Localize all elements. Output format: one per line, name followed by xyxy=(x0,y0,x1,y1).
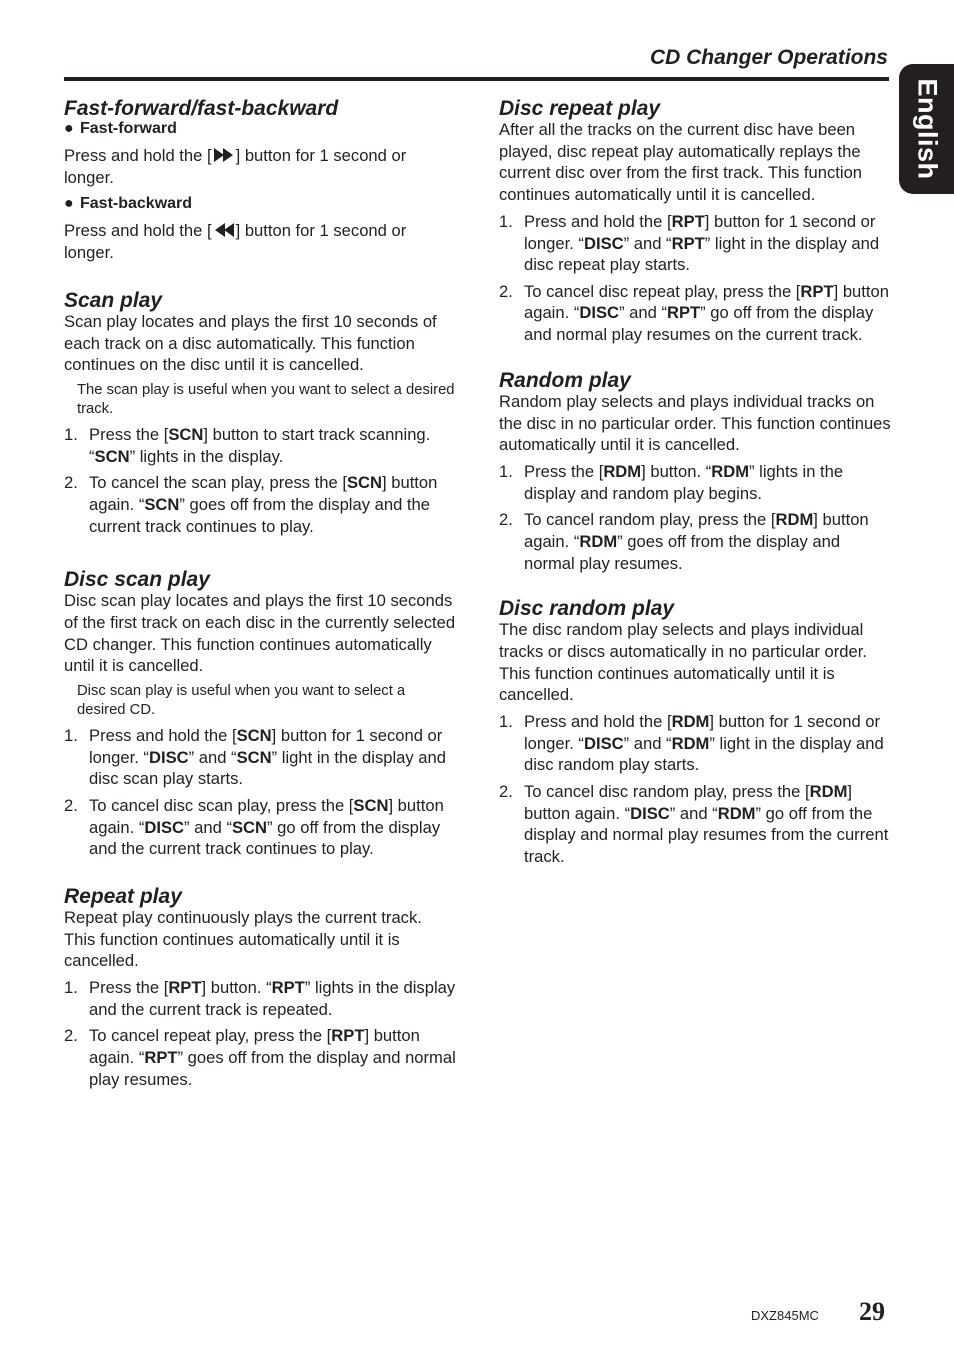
fast-backward-text: Press and hold the [ ] button for 1 second or longer. xyxy=(64,221,407,263)
language-tab-label: English xyxy=(912,78,942,180)
list-item: 2. To cancel the scan play, press the [SCN] button again. “SCN” goes off from the display and the current track continues to play. xyxy=(64,473,438,536)
section-body: Disc scan play locates and plays the first 10 seconds of the first track on each disc in the currently selected CD changer. This function continues automatically until it is cancelled. xyxy=(64,591,456,676)
section-body: Repeat play continuously plays the current track. This function continues automatically until it is cancelled. xyxy=(64,908,422,971)
subheading-fast-forward: ● Fast-forward xyxy=(64,118,456,140)
section-fast-forward-backward xyxy=(64,94,456,264)
bullet-icon: ● xyxy=(64,120,74,137)
section-title: Disc scan play xyxy=(64,568,210,592)
right-column xyxy=(499,94,891,873)
list-item: 1. Press and hold the [SCN] button for 1 second or longer. “DISC” and “SCN” light in the display and disc scan play starts. xyxy=(64,726,446,789)
list-item: 2. To cancel random play, press the [RDM] button again. “RDM” goes off from the display and normal play resumes. xyxy=(499,510,869,573)
list-item: 1. Press the [RDM] button. “RDM” lights in the display and random play begins. xyxy=(499,461,844,503)
section-random-play xyxy=(499,366,891,574)
section-note: The scan play is useful when you want to select a desired track. xyxy=(77,381,455,417)
list-item: 2. To cancel disc repeat play, press the [RPT] button again. “DISC” and “RPT” go off from the display and normal play resumes on the current track. xyxy=(499,281,889,345)
section-disc-repeat-play xyxy=(499,94,891,346)
section-disc-scan-play xyxy=(64,565,456,860)
subheading-fast-backward: ● Fast-backward xyxy=(64,193,456,215)
header-rule xyxy=(64,77,889,81)
list-item: 2. To cancel disc random play, press the [RDM] button again. “DISC” and “RDM” go off from the display and normal play resumes from the current track. xyxy=(499,781,889,867)
steps-list xyxy=(499,461,891,574)
model-number: DXZ845MC xyxy=(751,1308,819,1323)
section-scan-play xyxy=(64,286,456,537)
steps-list xyxy=(64,424,456,537)
section-disc-random-play xyxy=(499,594,891,868)
list-item: 1. Press and hold the [RDM] button for 1 second or longer. “DISC” and “RDM” light in the display and disc random play starts. xyxy=(499,712,884,775)
steps-list xyxy=(499,211,891,346)
list-item: 2. To cancel repeat play, press the [RPT] button again. “RPT” goes off from the display and normal play resumes. xyxy=(64,1026,456,1089)
list-item: 1. Press the [RPT] button. “RPT” lights in the display and the current track is repeated. xyxy=(64,978,456,1019)
section-body: Random play selects and plays individual tracks on the disc in no particular order. This function continues automatically until it is cancelled. xyxy=(499,391,891,455)
section-title: Random play xyxy=(499,368,631,392)
steps-list xyxy=(64,977,456,1090)
list-item: 2. To cancel disc scan play, press the [SCN] button again. “DISC” and “SCN” go off from the display and the current track continues to play. xyxy=(64,795,444,859)
fast-forward-icon xyxy=(212,147,236,163)
section-title: Disc random play xyxy=(499,597,675,621)
section-body: After all the tracks on the current disc have been played, disc repeat play automatically replays the current disc over from the first track. This function continues automatically until it is cancelled. xyxy=(499,120,863,205)
steps-list xyxy=(499,711,891,868)
section-title: Disc repeat play xyxy=(499,97,661,120)
steps-list xyxy=(64,725,456,860)
list-item: 1. Press the [SCN] button to start track scanning. “SCN” lights in the display. xyxy=(64,424,431,466)
section-title: Scan play xyxy=(64,288,163,312)
section-body: Scan play locates and plays the first 10 seconds of each track on a disc automatically. This function continues on the disc until it is cancelled. xyxy=(64,311,437,375)
section-note: Disc scan play is useful when you want to select a desired CD. xyxy=(77,683,406,719)
bullet-icon: ● xyxy=(64,195,74,213)
page-number: 29 xyxy=(859,1297,885,1326)
language-tab xyxy=(899,64,954,194)
fast-forward-text: Press and hold the [ ] button for 1 second or longer. xyxy=(64,146,407,187)
list-item: 1. Press and hold the [RPT] button for 1 second or longer. “DISC” and “RPT” light in the display and disc repeat play starts. xyxy=(499,211,880,275)
section-repeat-play xyxy=(64,882,456,1090)
fast-backward-icon xyxy=(212,222,236,238)
left-column xyxy=(64,94,456,1095)
section-title: Fast-forward/fast-backward xyxy=(64,97,339,120)
section-body: The disc random play selects and plays individual tracks or discs automatically in no particular order. This function continues automatically until it is cancelled. xyxy=(499,620,867,705)
section-title: Repeat play xyxy=(64,885,182,909)
header-title: CD Changer Operations xyxy=(649,46,888,69)
